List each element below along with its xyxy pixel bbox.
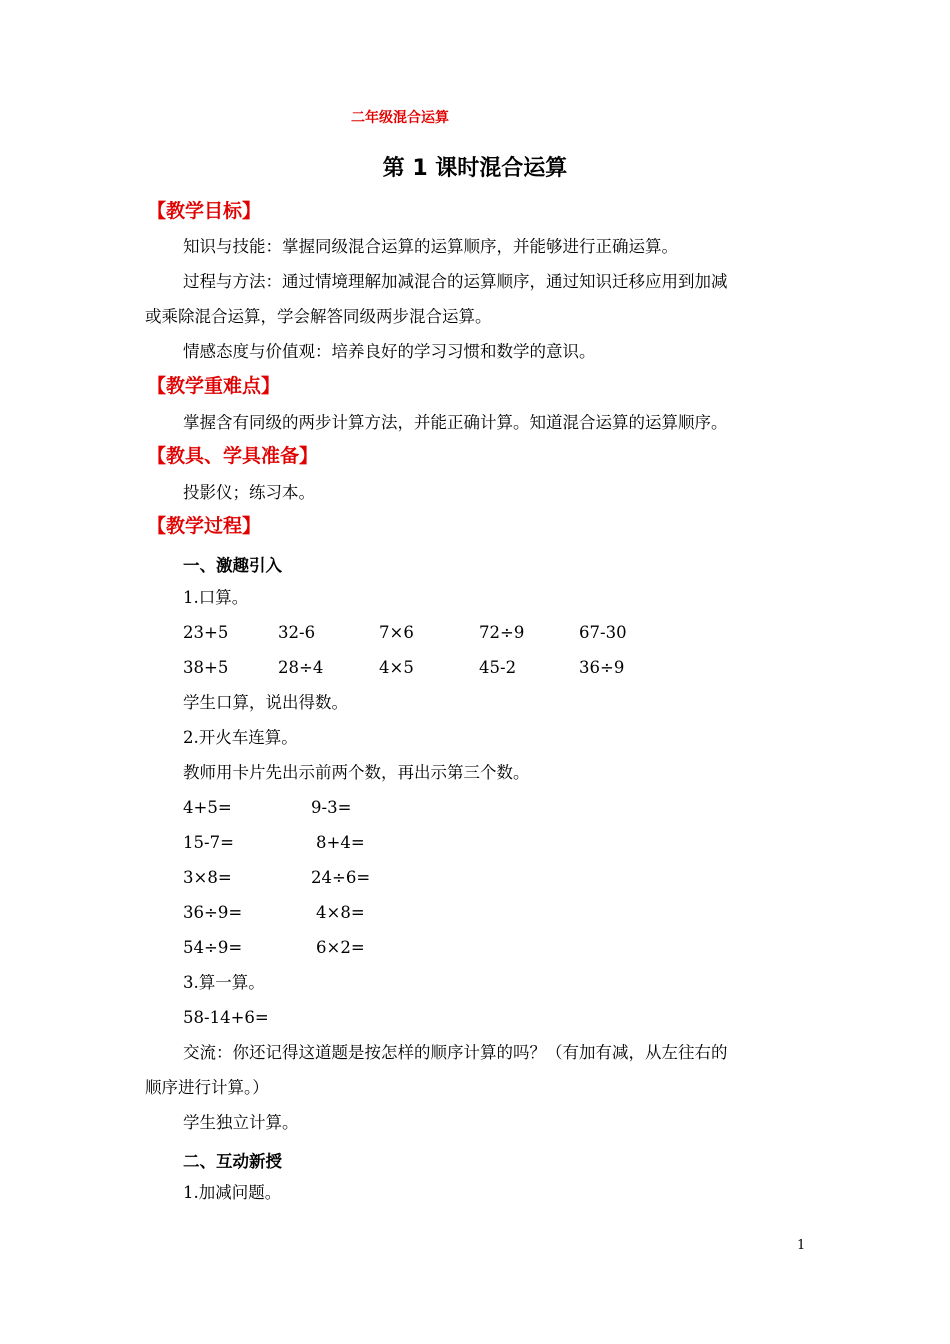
oral-problem: 36÷9 <box>579 658 625 677</box>
key-points-text: 掌握含有同级的两步计算方法，并能正确计算。知道混合运算的运算顺序。 <box>183 413 728 432</box>
oral-problem: 7×6 <box>379 623 414 642</box>
compute-expression: 58-14+6= <box>183 1008 269 1027</box>
section-heading-objectives: 【教学目标】 <box>147 200 262 222</box>
train-problem: 54÷9= <box>183 938 243 957</box>
train-problem: 36÷9= <box>183 903 243 922</box>
part1-heading: 一、激趣引入 <box>183 556 282 575</box>
oral-problem: 45-2 <box>479 658 517 677</box>
objective-method-line1: 过程与方法：通过情境理解加减混合的运算顺序，通过知识迁移应用到加减 <box>183 272 728 291</box>
item-train-calc: 2.开火车连算。 <box>183 728 298 747</box>
train-problem: 24÷6= <box>311 868 371 887</box>
train-problem: 4×8= <box>316 903 365 922</box>
oral-problem: 72÷9 <box>479 623 525 642</box>
oral-problem: 67-30 <box>579 623 627 642</box>
train-problem: 9-3= <box>311 798 352 817</box>
exchange-line2: 顺序进行计算。） <box>145 1078 269 1097</box>
oral-problem: 28÷4 <box>278 658 324 677</box>
train-problem: 15-7= <box>183 833 234 852</box>
section-heading-key-points: 【教学重难点】 <box>147 375 281 397</box>
train-problem: 8+4= <box>316 833 365 852</box>
oral-problem: 23+5 <box>183 623 229 642</box>
train-problem: 3×8= <box>183 868 232 887</box>
oral-problem: 38+5 <box>183 658 229 677</box>
section-heading-tools: 【教具、学具准备】 <box>147 445 319 467</box>
objective-method-line2: 或乘除混合运算，学会解答同级两步混合运算。 <box>145 307 492 326</box>
objective-emotion: 情感态度与价值观：培养良好的学习习惯和数学的意识。 <box>183 342 596 361</box>
item-oral-calc: 1.口算。 <box>183 588 249 607</box>
lesson-title: 第 1 课时混合运算 <box>382 156 568 181</box>
section-heading-process: 【教学过程】 <box>147 515 262 537</box>
independent-note: 学生独立计算。 <box>183 1113 299 1132</box>
tools-text: 投影仪；练习本。 <box>183 483 315 502</box>
oral-note: 学生口算，说出得数。 <box>183 693 348 712</box>
document-header: 二年级混合运算 <box>351 110 449 126</box>
train-problem: 4+5= <box>183 798 232 817</box>
page-number: 1 <box>797 1238 806 1253</box>
item-compute: 3.算一算。 <box>183 973 265 992</box>
part2-heading: 二、互动新授 <box>183 1152 282 1171</box>
train-note: 教师用卡片先出示前两个数，再出示第三个数。 <box>183 763 530 782</box>
part2-item1: 1.加减问题。 <box>183 1183 282 1202</box>
oral-problem: 32-6 <box>278 623 316 642</box>
train-problem: 6×2= <box>316 938 365 957</box>
objective-knowledge: 知识与技能：掌握同级混合运算的运算顺序，并能够进行正确运算。 <box>183 237 678 256</box>
oral-problem: 4×5 <box>379 658 414 677</box>
exchange-line1: 交流：你还记得这道题是按怎样的顺序计算的吗？（有加有减，从左往右的 <box>183 1043 728 1062</box>
